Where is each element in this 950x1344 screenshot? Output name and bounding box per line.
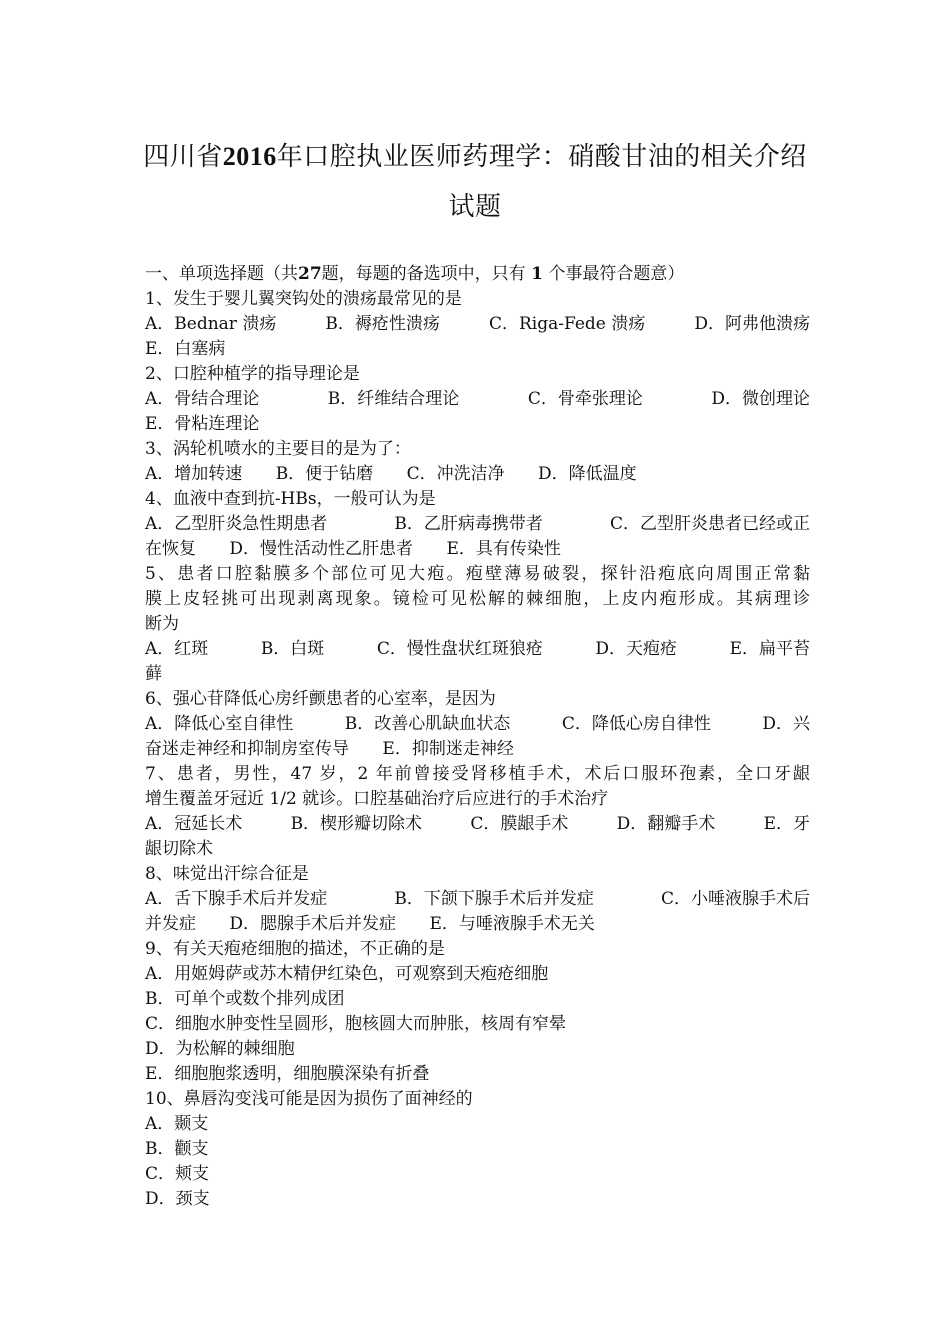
option-c: C．乙型肝炎患者已经或正 — [609, 514, 810, 534]
option-c: C．小唾液腺手术后 — [660, 889, 810, 909]
question-stem: 10、鼻唇沟变浅可能是因为损伤了面神经的 — [145, 1089, 473, 1109]
section-heading: 一、单项选择题（共27题，每题的备选项中，只有 1 个事最符合题意） — [145, 264, 685, 284]
option-a: A．增加转速 — [145, 464, 243, 484]
option-b: B．褥疮性溃疡 — [325, 314, 440, 334]
question-options — [145, 887, 810, 912]
option-b: B．纤维结合理论 — [327, 389, 460, 409]
option-d: D．天疱疮 — [595, 639, 678, 659]
option-d: D．兴 — [762, 714, 810, 734]
question-stem: 8、味觉出汗综合征是 — [145, 864, 309, 884]
document-title-line-2: 试题 — [448, 192, 502, 222]
option-c: C．细胞水肿变性呈圆形，胞核圆大而肿胀，核周有窄晕 — [145, 1014, 567, 1034]
question-options — [145, 512, 810, 537]
question-stem: 7、患者，男性，47 岁，2 年前曾接受肾移植手术，术后口服环孢素，全口牙龈 — [145, 764, 810, 784]
option-a: A．冠延长术 — [145, 814, 243, 834]
option-c: C．冲洗洁净 — [406, 464, 505, 484]
option-c: C．颊支 — [145, 1164, 210, 1184]
option-d: D．颈支 — [145, 1189, 210, 1209]
option-a: A．颞支 — [145, 1114, 209, 1134]
option-a: A．骨结合理论 — [145, 389, 260, 409]
question-stem: 1、发生于婴儿翼突钩处的溃疡最常见的是 — [145, 289, 462, 309]
option-c: C．骨牵张理论 — [527, 389, 643, 409]
option-b: B．白斑 — [260, 639, 325, 659]
option-e: E．细胞胞浆透明，细胞膜深染有折叠 — [145, 1064, 430, 1084]
option-c: C．慢性盘状红斑狼疮 — [376, 639, 543, 659]
option-d: D．腮腺手术后并发症 — [229, 914, 397, 934]
option-b: B．下颌下腺手术后并发症 — [394, 889, 594, 909]
question-options — [145, 637, 810, 662]
question-stem-continued: 增生覆盖牙冠近 1/2 就诊。口腔基础治疗后应进行的手术治疗 — [145, 789, 609, 809]
option-a: A．舌下腺手术后并发症 — [145, 889, 328, 909]
option-c: C．膜龈手术 — [470, 814, 569, 834]
option-b: B．乙肝病毒携带者 — [394, 514, 543, 534]
question-options — [145, 812, 810, 837]
option-c-continued: 在恢复 — [145, 539, 196, 559]
question-stem: 3、涡轮机喷水的主要目的是为了： — [145, 439, 411, 459]
option-d: D．为松解的棘细胞 — [145, 1039, 295, 1059]
option-e-continued: 龈切除术 — [145, 839, 213, 859]
question-options — [145, 312, 810, 337]
question-stem: 5、患者口腔黏膜多个部位可见大疱。疱壁薄易破裂，探针沿疱底向周围正常黏 — [145, 564, 810, 584]
option-e: E．具有传染性 — [446, 539, 561, 559]
option-d: D．翻瓣手术 — [616, 814, 716, 834]
option-d: D．降低温度 — [538, 464, 637, 484]
option-e: E．骨粘连理论 — [145, 414, 260, 434]
option-e: E．与唾液腺手术无关 — [429, 914, 595, 934]
question-options — [145, 462, 810, 487]
option-e: E．抑制迷走神经 — [382, 739, 514, 759]
question-options — [145, 387, 810, 412]
option-e-continued: 藓 — [145, 664, 162, 684]
option-d: D．慢性活动性乙肝患者 — [229, 539, 414, 559]
option-b: B．便于钻磨 — [275, 464, 374, 484]
question-options-continued — [145, 912, 810, 937]
option-c-continued: 并发症 — [145, 914, 196, 934]
option-c: C．降低心房自律性 — [561, 714, 711, 734]
option-d: D．阿弗他溃疡 — [694, 314, 810, 334]
question-options-continued — [145, 737, 810, 762]
question-stem: 4、血液中查到抗-HBs，一般可认为是 — [145, 489, 436, 509]
question-stem-continued: 膜上皮轻挑可出现剥离现象。镜检可见松解的棘细胞，上皮内疱形成。其病理诊 — [145, 589, 810, 609]
option-b: B．楔形瓣切除术 — [290, 814, 423, 834]
question-stem: 2、口腔种植学的指导理论是 — [145, 364, 360, 384]
option-a: A．乙型肝炎急性期患者 — [145, 514, 328, 534]
option-a: A．Bednar 溃疡 — [145, 314, 277, 334]
option-a: A．用姬姆萨或苏木精伊红染色，可观察到天疱疮细胞 — [145, 964, 549, 984]
question-stem-continued: 断为 — [145, 614, 179, 634]
question-list — [145, 262, 810, 1212]
question-options — [145, 712, 810, 737]
question-stem: 9、有关天疱疮细胞的描述，不正确的是 — [145, 939, 445, 959]
option-c: C．Riga-Fede 溃疡 — [488, 314, 646, 334]
question-options-continued — [145, 537, 810, 562]
option-d-continued: 奋迷走神经和抑制房室传导 — [145, 739, 349, 759]
option-d: D．微创理论 — [711, 389, 810, 409]
option-b: B．颧支 — [145, 1139, 209, 1159]
option-a: A．红斑 — [145, 639, 209, 659]
option-e: E．白塞病 — [145, 339, 226, 359]
option-e: E．牙 — [763, 814, 810, 834]
document-title-line-1: 四川省2016年口腔执业医师药理学：硝酸甘油的相关介绍 — [143, 142, 807, 172]
question-stem: 6、强心苷降低心房纤颤患者的心室率，是因为 — [145, 689, 496, 709]
option-b: B．改善心肌缺血状态 — [344, 714, 511, 734]
option-b: B．可单个或数个排列成团 — [145, 989, 345, 1009]
option-e: E．扁平苔 — [729, 639, 810, 659]
option-a: A．降低心室自律性 — [145, 714, 294, 734]
